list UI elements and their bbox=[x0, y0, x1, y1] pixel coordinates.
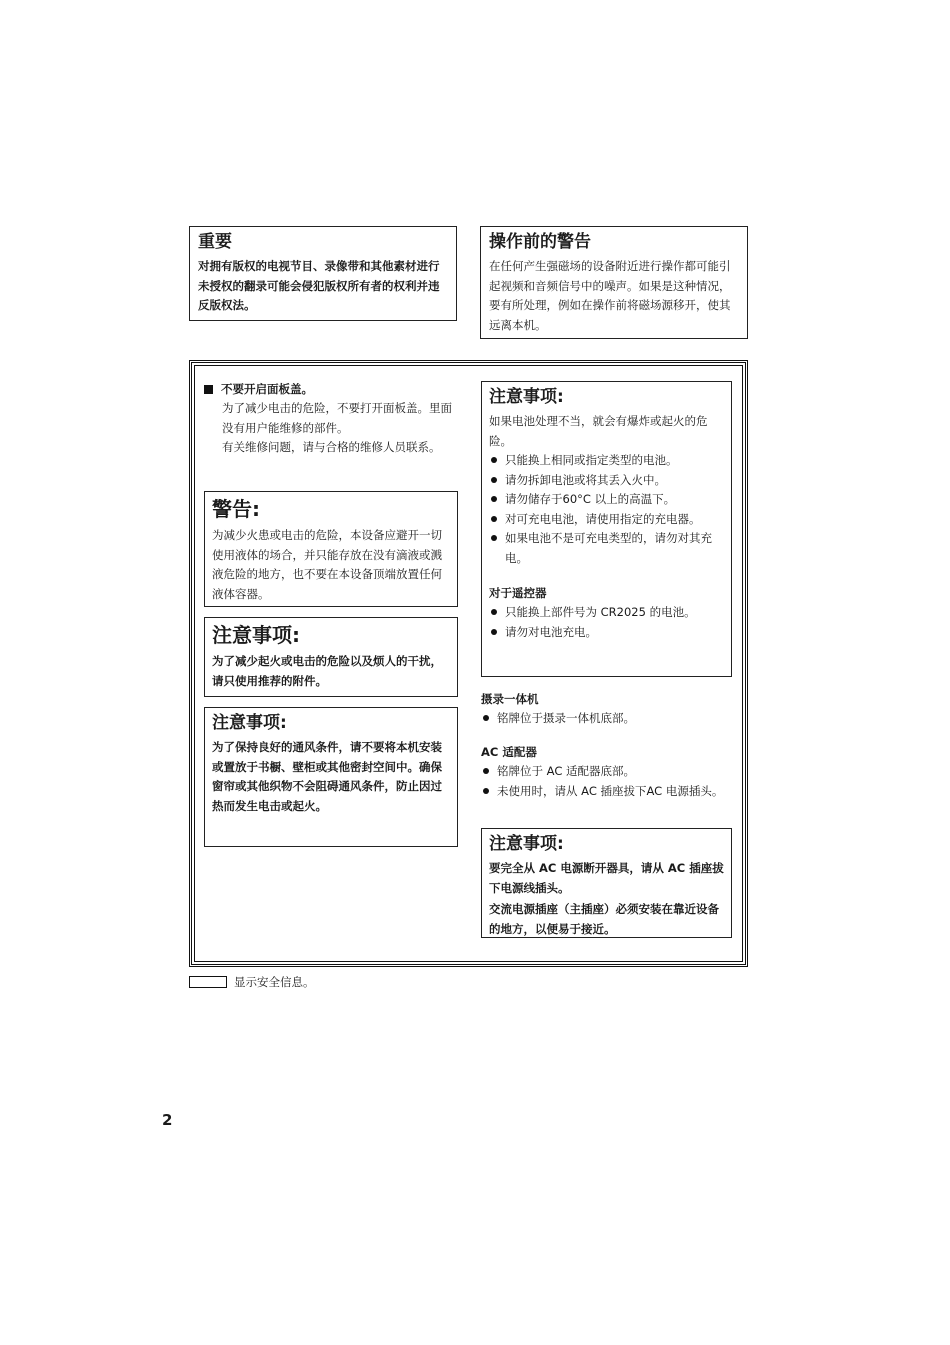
camcorder-heading: 摄录一体机 bbox=[481, 692, 539, 706]
ac-adapter-heading: AC 适配器 bbox=[481, 745, 537, 759]
do-not-open-lid-section bbox=[204, 380, 460, 458]
list-item: 对可充电电池，请使用指定的充电器。 bbox=[489, 510, 724, 530]
legend-text: 显示安全信息。 bbox=[234, 975, 315, 989]
safety-legend bbox=[189, 973, 315, 991]
caution-battery-box bbox=[481, 381, 732, 677]
caution-ac-title: 注意事项: bbox=[489, 834, 564, 854]
list-item: 只能换上部件号为 CR2025 的电池。 bbox=[489, 603, 724, 623]
list-item: 铭牌位于 AC 适配器底部。 bbox=[481, 762, 736, 782]
list-item: 铭牌位于摄录一体机底部。 bbox=[481, 709, 736, 729]
important-text: 对拥有版权的电视节目、录像带和其他素材进行未授权的翻录可能会侵犯版权所有者的权利并违反版权法。 bbox=[198, 259, 440, 312]
caution-ventilation-title: 注意事项: bbox=[212, 713, 287, 733]
pre-operation-warning-box bbox=[480, 226, 748, 339]
important-title: 重要 bbox=[198, 232, 232, 252]
caution-ac-power-box bbox=[481, 828, 732, 938]
caution-accessories-box bbox=[204, 617, 458, 697]
square-bullet-icon bbox=[204, 385, 213, 394]
legend-frame-icon bbox=[189, 976, 227, 988]
caution-battery-title: 注意事项: bbox=[489, 387, 564, 407]
list-item: 只能换上相同或指定类型的电池。 bbox=[489, 451, 724, 471]
warning-title: 警告: bbox=[212, 497, 260, 521]
warning-text: 为减少火患或电击的危险，本设备应避开一切使用液体的场合，并只能存放在没有滴液或溅液危险的地方，也不要在本设备顶端放置任何液体容器。 bbox=[212, 528, 442, 601]
caution-accessories-text: 为了减少起火或电击的危险以及烦人的干扰，请只使用推荐的附件。 bbox=[212, 654, 442, 688]
caution-ac-text-1: 要完全从 AC 电源断开器具，请从 AC 插座拔下电源线插头。 bbox=[489, 861, 724, 895]
caution-ventilation-text: 为了保持良好的通风条件，请不要将本机安装或置放于书橱、壁柜或其他密封空间中。确保窗帘或其他织物不会阻碍通风条件，防止因过热而发生电击或起火。 bbox=[212, 740, 442, 813]
pre-operation-warning-text: 在任何产生强磁场的设备附近进行操作都可能引起视频和音频信号中的噪声。如果是这种情况，要有所处理，例如在操作前将磁场源移开，使其远离本机。 bbox=[489, 259, 731, 332]
pre-operation-warning-title: 操作前的警告 bbox=[489, 232, 591, 252]
camcorder-list bbox=[481, 709, 736, 729]
list-item: 请勿对电池充电。 bbox=[489, 623, 724, 643]
lid-heading-text: 不要开启面板盖。 bbox=[221, 382, 313, 396]
list-item: 未使用时，请从 AC 插座拔下AC 电源插头。 bbox=[481, 782, 736, 802]
ac-adapter-section bbox=[481, 743, 736, 801]
important-notice-box bbox=[189, 226, 457, 321]
lid-text-1: 为了减少电击的危险，不要打开面板盖。里面没有用户能维修的部件。 bbox=[222, 401, 452, 435]
page-number: 2 bbox=[162, 1111, 173, 1129]
lid-text-2: 有关维修问题，请与合格的维修人员联系。 bbox=[222, 440, 441, 454]
caution-ventilation-box bbox=[204, 707, 458, 847]
remote-list bbox=[489, 603, 724, 642]
warning-box bbox=[204, 491, 458, 607]
lid-heading bbox=[204, 380, 460, 399]
caution-ac-text-2: 交流电源插座（主插座）必须安装在靠近设备的地方，以便易于接近。 bbox=[489, 902, 719, 936]
list-item: 如果电池不是可充电类型的，请勿对其充电。 bbox=[489, 529, 724, 568]
list-item: 请勿拆卸电池或将其丢入火中。 bbox=[489, 471, 724, 491]
camcorder-section bbox=[481, 690, 736, 729]
caution-battery-intro: 如果电池处理不当，就会有爆炸或起火的危险。 bbox=[489, 414, 708, 448]
caution-accessories-title: 注意事项: bbox=[212, 623, 300, 647]
remote-heading: 对于遥控器 bbox=[489, 586, 547, 600]
battery-list bbox=[489, 451, 724, 568]
list-item: 请勿储存于60°C 以上的高温下。 bbox=[489, 490, 724, 510]
ac-adapter-list bbox=[481, 762, 736, 801]
